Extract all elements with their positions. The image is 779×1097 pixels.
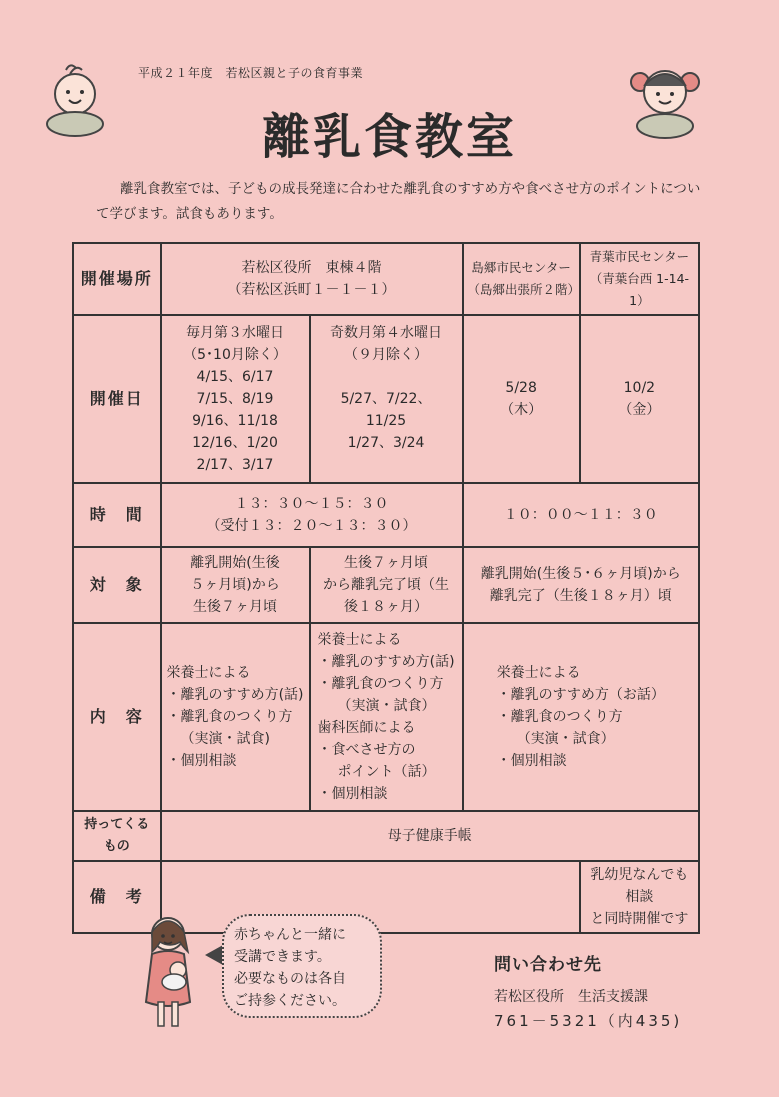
- bubble-line: 必要なものは各自: [234, 971, 346, 987]
- venue-shimago-name: 島郷市民センター: [471, 260, 571, 275]
- bring-value: 母子健康手帳: [161, 811, 700, 861]
- target-label: 対 象: [73, 547, 161, 623]
- notes-line: 乳幼児なんでも相談: [590, 867, 689, 905]
- dates-shimago-date: 5/28: [505, 380, 537, 396]
- page-title: 離乳食教室: [262, 109, 518, 165]
- notes-line: と同時開催です: [590, 911, 689, 927]
- venue-wakamatsu-name: 若松区役所 東棟４階: [241, 260, 382, 276]
- contact-phone: 761－5321（内435): [494, 1012, 683, 1030]
- contact-title: 問い合わせ先: [494, 955, 602, 975]
- contact-department: 若松区役所 生活支援課: [494, 989, 648, 1005]
- content-early: [161, 623, 310, 811]
- content-line: （実演・試食）: [516, 731, 615, 747]
- time-label: 時 間: [73, 483, 161, 547]
- dates-odd-line: 1/27、3/24: [347, 435, 425, 451]
- content-label: 内 容: [73, 623, 161, 811]
- mother-with-baby-icon: [138, 912, 200, 1032]
- target-centers: [463, 547, 699, 623]
- dates-odd-spacer: [315, 366, 458, 388]
- dates-monthly: [161, 315, 310, 483]
- content-early-list: [166, 662, 303, 772]
- dates-label: 開催日: [73, 315, 161, 483]
- target-centers-line: 離乳完了（生後１８ヶ月）頃: [489, 588, 672, 604]
- content-line: ・離乳のすすめ方（お話）: [496, 687, 665, 703]
- content-line: 栄養士による: [317, 632, 402, 648]
- target-early-line: 生後７ヶ月頃: [193, 599, 277, 615]
- time-centers: １０：００～１１：３０: [463, 483, 699, 547]
- content-line: ポイント（話）: [337, 764, 436, 780]
- speech-bubble-tail: [205, 945, 223, 965]
- dates-shimago: [463, 315, 580, 483]
- notes-label: 備 考: [73, 861, 161, 933]
- content-line: ・個別相談: [317, 786, 388, 802]
- time-wakamatsu-reception: （受付１３：２０～１３：３０）: [206, 518, 417, 534]
- content-late-list: [317, 629, 454, 805]
- venue-label: 開催場所: [73, 243, 161, 315]
- dates-monthly-line: （5･10月除く）: [183, 347, 287, 363]
- dates-odd-line: 11/25: [365, 413, 407, 429]
- target-early: [161, 547, 310, 623]
- venue-aoba: [580, 243, 699, 315]
- row-content: [73, 623, 699, 811]
- target-late-line: 後１８ヶ月）: [344, 599, 429, 615]
- dates-odd-line: （９月除く）: [344, 347, 429, 363]
- row-time: [73, 483, 699, 547]
- row-dates: [73, 315, 699, 483]
- dates-monthly-line: 7/15、8/19: [196, 391, 274, 407]
- notes-value: [580, 861, 699, 933]
- content-line: ・食べさせ方の: [317, 742, 416, 758]
- content-line: （実演・試食）: [337, 698, 436, 714]
- content-centers-list: [497, 662, 665, 772]
- venue-wakamatsu: [161, 243, 463, 315]
- girl-mascot-icon: [628, 58, 702, 140]
- dates-monthly-line: 12/16、1/20: [192, 435, 278, 451]
- venue-aoba-name: 青葉市民センター: [589, 249, 690, 264]
- content-line: 栄養士による: [496, 665, 581, 681]
- dates-monthly-line: 2/17、3/17: [196, 457, 274, 473]
- dates-monthly-line: 4/15、6/17: [196, 369, 274, 385]
- content-line: （実演・試食): [180, 731, 270, 747]
- target-early-line: 離乳開始(生後: [190, 555, 280, 571]
- target-centers-line: 離乳開始(生後５･６ヶ月頃)から: [480, 566, 681, 582]
- bubble-line: 受講できます。: [234, 949, 331, 965]
- row-target: [73, 547, 699, 623]
- intro-text: 離乳食教室では、子どもの成長発達に合わせた離乳食のすすめ方や食べさせ方のポイントについて学びます。試食もあります。: [96, 181, 701, 222]
- dates-odd-line: 奇数月第４水曜日: [330, 325, 443, 341]
- row-venue: [73, 243, 699, 315]
- content-line: ・離乳のすすめ方(話): [166, 687, 304, 703]
- dates-aoba-date: 10/2: [623, 380, 656, 396]
- target-early-line: ５ヶ月頃)から: [190, 577, 280, 593]
- venue-shimago: [463, 243, 580, 315]
- schedule-table: [72, 242, 700, 934]
- dates-aoba-weekday: （金）: [618, 402, 661, 418]
- row-bring: [73, 811, 699, 861]
- bring-label: 持ってくるもの: [73, 811, 161, 861]
- content-line: ・個別相談: [166, 753, 237, 769]
- content-centers: [463, 623, 699, 811]
- dates-odd-line: 5/27、7/22、: [340, 391, 432, 407]
- dates-shimago-weekday: （木）: [500, 402, 543, 418]
- content-line: 歯科医師による: [317, 720, 416, 736]
- dates-aoba: [580, 315, 699, 483]
- time-wakamatsu-range: １３：３０～１５：３０: [234, 496, 389, 512]
- content-line: ・離乳食のつくり方: [317, 676, 444, 692]
- target-late-line: から離乳完了頃（生: [323, 577, 450, 593]
- venue-aoba-address: （青葉台西 1-14-1）: [589, 271, 690, 308]
- venue-wakamatsu-address: （若松区浜町１－１－１）: [227, 282, 396, 298]
- dates-monthly-line: 9/16、11/18: [192, 413, 278, 429]
- target-late-line: 生後７ヶ月頃: [344, 555, 429, 571]
- content-line: ・離乳のすすめ方(話): [317, 654, 455, 670]
- content-line: ・離乳食のつくり方: [166, 709, 293, 725]
- dates-monthly-line: 毎月第３水曜日: [186, 325, 284, 341]
- content-line: ・離乳食のつくり方: [496, 709, 623, 725]
- baby-mascot-icon: [40, 60, 110, 140]
- target-late: [310, 547, 463, 623]
- bubble-line: ご持参ください。: [234, 993, 346, 1009]
- content-late: [310, 623, 463, 811]
- bubble-line: 赤ちゃんと一緒に: [234, 927, 346, 943]
- content-line: 栄養士による: [166, 665, 251, 681]
- content-line: ・個別相談: [496, 753, 567, 769]
- venue-shimago-address: （島郷出張所２階）: [467, 282, 581, 297]
- program-note: 平成２１年度 若松区親と子の食育事業: [138, 66, 364, 80]
- speech-bubble: [222, 914, 382, 1018]
- time-wakamatsu: [161, 483, 463, 547]
- dates-odd-months: [310, 315, 463, 483]
